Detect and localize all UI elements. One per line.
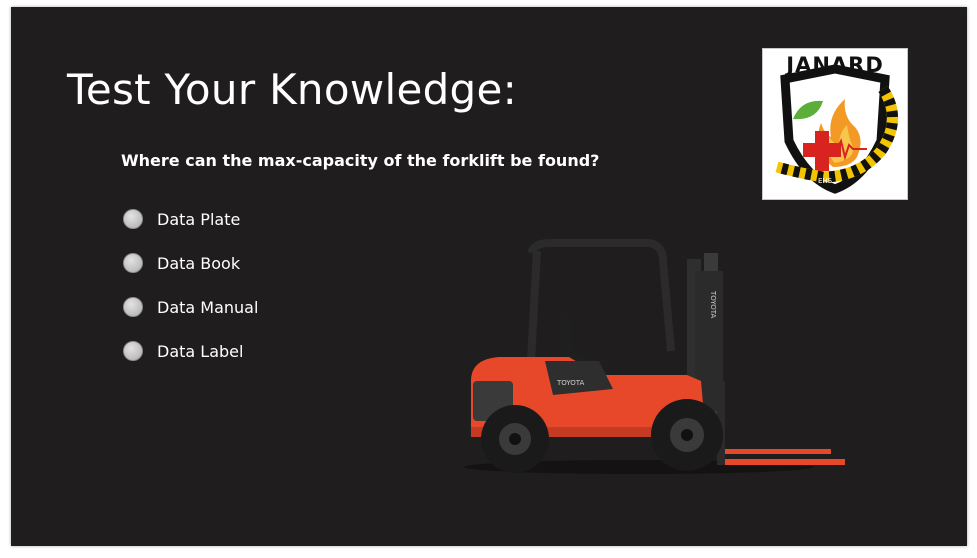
janard-logo (762, 48, 908, 200)
mast-brand: TOYOTA (709, 291, 717, 319)
radio-button[interactable] (123, 341, 143, 361)
option-label: Data Book (157, 253, 241, 273)
option-data-manual[interactable] (123, 285, 423, 329)
slide (11, 7, 967, 546)
option-data-label[interactable] (123, 329, 423, 373)
option-label: Data Manual (157, 297, 259, 317)
answer-options (123, 197, 423, 373)
radio-button[interactable] (123, 209, 143, 229)
option-label: Data Label (157, 341, 244, 361)
logo-subtext: EHS (818, 177, 833, 185)
body-brand: TOYOTA (557, 379, 585, 387)
logo-name: JANARD (786, 53, 884, 77)
radio-button[interactable] (123, 297, 143, 317)
option-data-book[interactable] (123, 241, 423, 285)
option-data-plate[interactable] (123, 197, 423, 241)
slide-title: Test Your Knowledge: (67, 65, 518, 114)
radio-button[interactable] (123, 253, 143, 273)
option-label: Data Plate (157, 209, 241, 229)
forklift-image-icon (449, 231, 849, 481)
question-text: Where can the max-capacity of the forklift be found? (121, 151, 600, 170)
